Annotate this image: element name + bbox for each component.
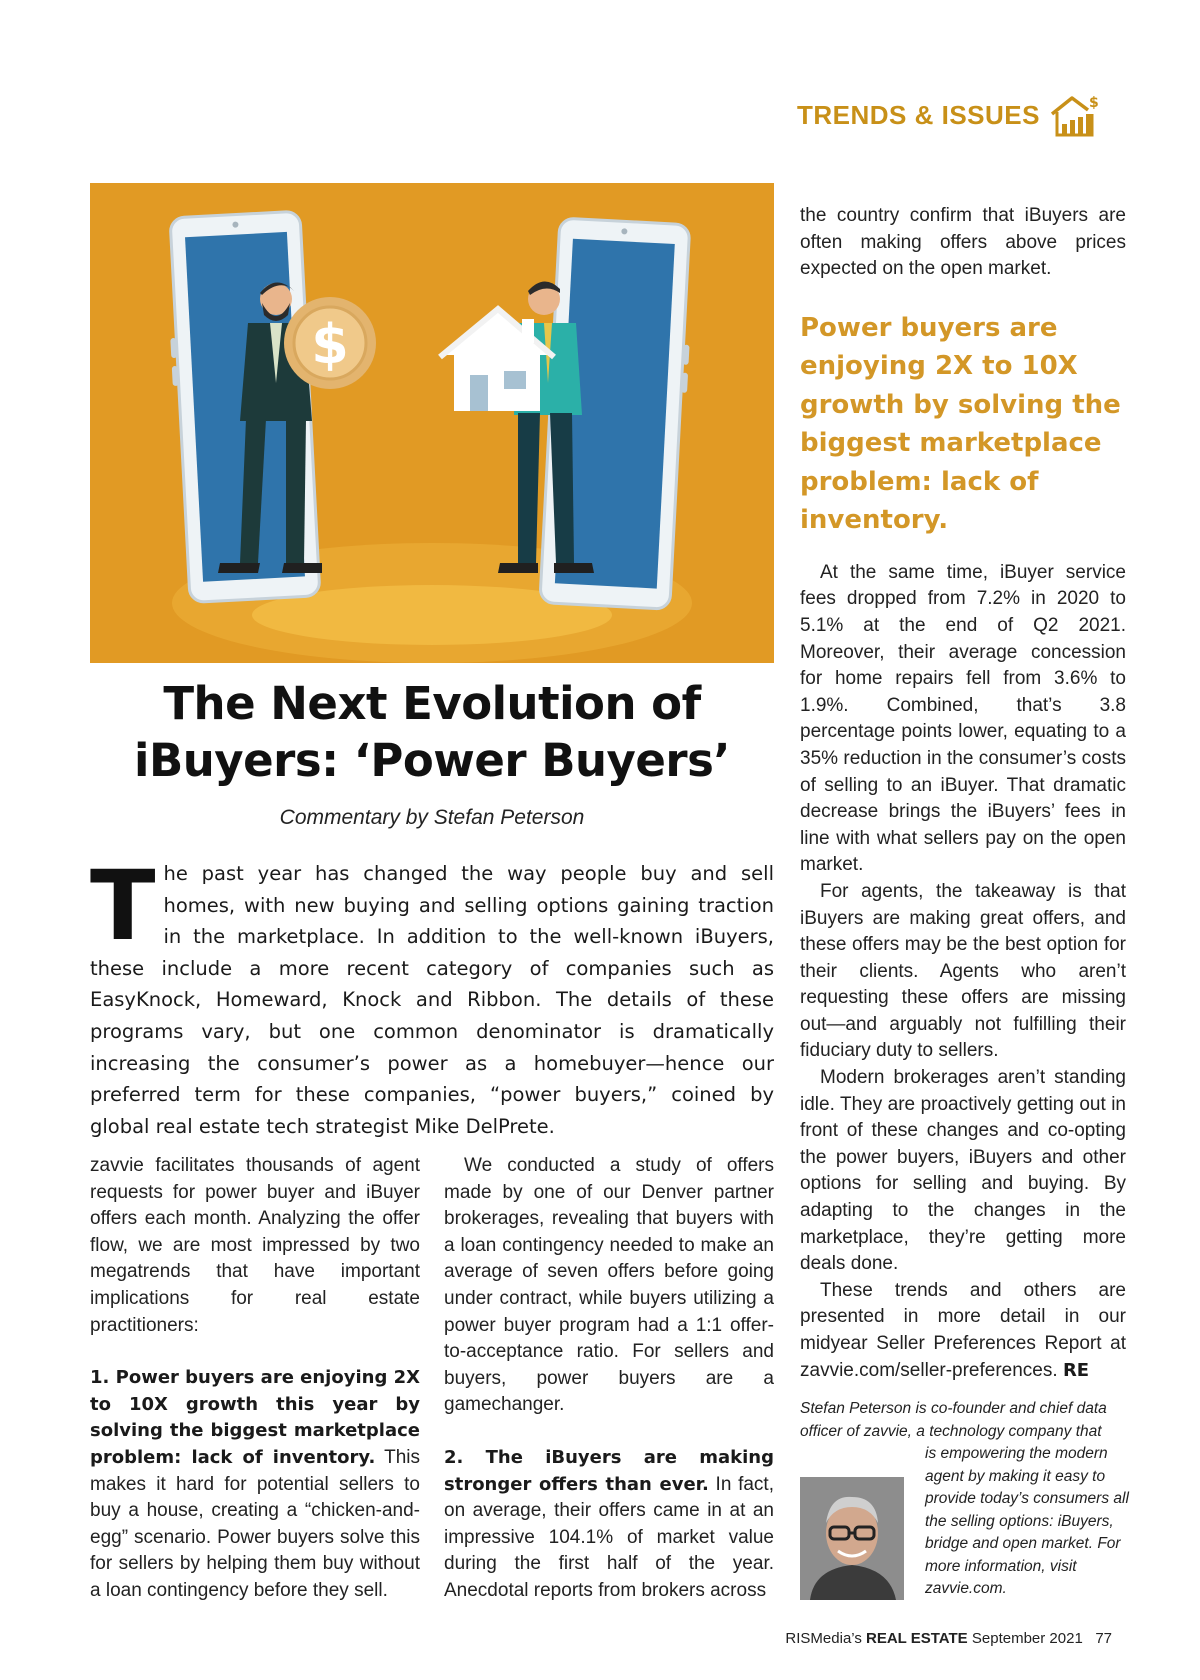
megatrend-2-text: In fact, on average, their offers came in at an impressive 104.1% of market value during the first half of the year. Anecdotal reports from brokers across xyxy=(444,1473,774,1601)
drop-cap: T xyxy=(90,850,156,962)
col1-paragraph-1: zavvie facilitates thousands of agent requests for power buyer and iBuyer offers each month. Analyzing the offer flow, we are most impressed by two megatrends that have important implications for real estate practitioners: xyxy=(90,1155,420,1336)
article-title-line2: iBuyers: ‘Power Buyers’ xyxy=(134,734,730,787)
lead-paragraph xyxy=(90,850,774,1142)
author-portrait xyxy=(800,1477,904,1600)
body-column-3 xyxy=(800,203,1126,1384)
body-column-1 xyxy=(90,1153,420,1605)
col3-paragraph-3: Modern brokerages aren’t standing idle. They are proactively getting out in front of these changes and co-opting the power buyers, iBuyers and other options for selling and buying. By adapting to the changes in the marketplace, they’re getting more deals done. xyxy=(800,1067,1126,1275)
megatrend-1-heading: 1. Power buyers are enjoying 2X to 10X growth this year by solving the biggest marketplace problem: lack of inventory. xyxy=(90,1367,420,1468)
col3-paragraph-1: At the same time, iBuyer service fees dropped from 7.2% in 2020 to 5.1% at the end of Q2 2021. Moreover, their average concession for home repairs fell from 3.6% to 1.9%. Combined, that’s 3.8 percentage points lower, equating to a 35% reduction in the consumer’s costs of selling to an iBuyer. That dramatic decrease brings the iBuyers’ fees in line with what sellers pay on the open market. xyxy=(800,561,1126,876)
footer-magazine: REAL ESTATE xyxy=(866,1630,968,1647)
section-tag-label: TRENDS & ISSUES xyxy=(797,99,1040,130)
svg-text:$: $ xyxy=(311,313,349,376)
section-tag xyxy=(797,92,1100,138)
body-column-2 xyxy=(444,1153,774,1605)
dollar-coin-icon xyxy=(284,297,376,389)
col2-paragraph-1: We conducted a study of offers made by one of our Denver partner brokerages, revealing that buyers with a loan contingency needed to make an average of seven offers before going under contract, while buyers utilizing a power buyer program had a 1:1 offer-to-acceptance ratio. For sellers and buyers, power buyers are a gamechanger. xyxy=(444,1155,774,1416)
megatrend-1-text: This makes it hard for potential sellers to buy a house, creating a “chicken-and-egg” scenario. Power buyers solve this for sellers by helping them buy without a loan contingency before they sell. xyxy=(90,1446,420,1601)
house-chart-icon xyxy=(1048,92,1100,138)
author-bio-line1: Stefan Peterson is co-founder and chief data officer of zavvie, a technology company that xyxy=(800,1400,1107,1440)
article-title xyxy=(90,675,774,789)
page-number: 77 xyxy=(1095,1630,1112,1647)
phones-exchange-illustration xyxy=(90,183,774,663)
author-bio-line2: is empowering the modern agent by making it easy to provide today’s consumers all the selling options: iBuyers, bridge and open market. For more information, visit zavvie.com. xyxy=(925,1445,1129,1597)
col1-paragraph-2 xyxy=(90,1365,420,1604)
footer-issue: September 2021 xyxy=(971,1630,1083,1647)
megatrend-2-heading: 2. The iBuyers are making stronger offers than ever. xyxy=(444,1446,774,1495)
page-footer xyxy=(785,1630,1112,1647)
col2-paragraph-2 xyxy=(444,1445,774,1605)
closing-text: These trends and others are presented in more detail in our midyear Seller Preferences Report at zavvie.com/seller-preferences. xyxy=(800,1279,1126,1381)
svg-text:$: $ xyxy=(1089,95,1099,111)
author-photo xyxy=(800,1477,904,1600)
end-mark: RE xyxy=(1062,1359,1090,1381)
col3-paragraph-0: the country confirm that iBuyers are often making offers above prices expected on the open market. xyxy=(800,205,1126,280)
lead-text: he past year has changed the way people buy and sell homes, with new buying and selling options gaining traction in the marketplace. In addition to the well-known iBuyers, these include a more recent category of companies such as EasyKnock, Homeward, Knock and Ribbon. The details of these programs vary, but one common denominator is dramatically increasing the consumer’s power as a homebuyer—hence our preferred term for these companies, “power buyers,” coined by global real estate tech strategist Mike DelPrete. xyxy=(90,862,774,1138)
col3-paragraph-2: For agents, the takeaway is that iBuyers are making great offers, and these offers may be the best option for their clients. Agents who aren’t requesting these offers are missing out—and arguably not fulfilling their fiduciary duty to sellers. xyxy=(800,880,1126,1062)
article-byline: Commentary by Stefan Peterson xyxy=(279,806,585,829)
article-title-line1: The Next Evolution of xyxy=(163,677,701,730)
pull-quote: Power buyers are enjoying 2X to 10X growth by solving the biggest marketplace problem: lack of inventory. xyxy=(800,312,1121,536)
footer-publication: RISMedia’s xyxy=(785,1630,862,1647)
hero-illustration xyxy=(90,183,774,663)
col3-paragraph-4 xyxy=(800,1278,1126,1384)
